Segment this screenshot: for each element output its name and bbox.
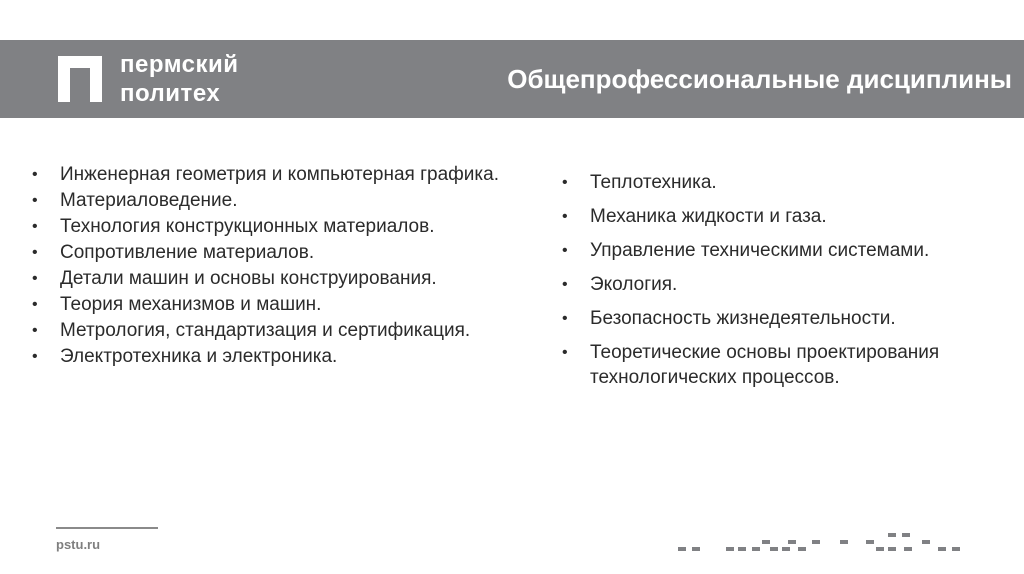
list-item: • Теплотехника. [560,170,1000,195]
list-item: • Материаловедение. [30,191,500,210]
footer-url[interactable]: pstu.ru [56,537,101,552]
list-item: • Метрология, стандартизация и сертификация. [30,321,500,340]
list-item: • Электротехника и электроника. [30,347,500,366]
list-item: • Теоретические основы проектирования технологических процессов. [560,340,1000,390]
list-item: • Экология. [560,272,1000,297]
logo-line-1: пермский [120,51,239,78]
list-item: • Механика жидкости и газа. [560,204,1000,229]
footer-divider [56,527,158,529]
pstu-logo-icon [58,56,102,102]
header-bar [0,40,1024,118]
list-item: • Безопасность жизнедеятельности. [560,306,1000,331]
logo-line-2: политех [120,80,221,107]
decorative-dash-pattern [676,530,966,556]
left-discipline-list [30,165,500,373]
list-item: • Инженерная геометрия и компьютерная графика. [30,165,500,184]
list-item: • Детали машин и основы конструирования. [30,269,500,288]
logo-text [120,50,239,108]
right-discipline-list [560,170,1000,399]
list-item: • Технология конструкционных материалов. [30,217,500,236]
list-item: • Управление техническими системами. [560,238,1000,263]
list-item: • Теория механизмов и машин. [30,295,500,314]
list-item: • Сопротивление материалов. [30,243,500,262]
slide-title: Общепрофессиональные дисциплины [507,64,1012,94]
